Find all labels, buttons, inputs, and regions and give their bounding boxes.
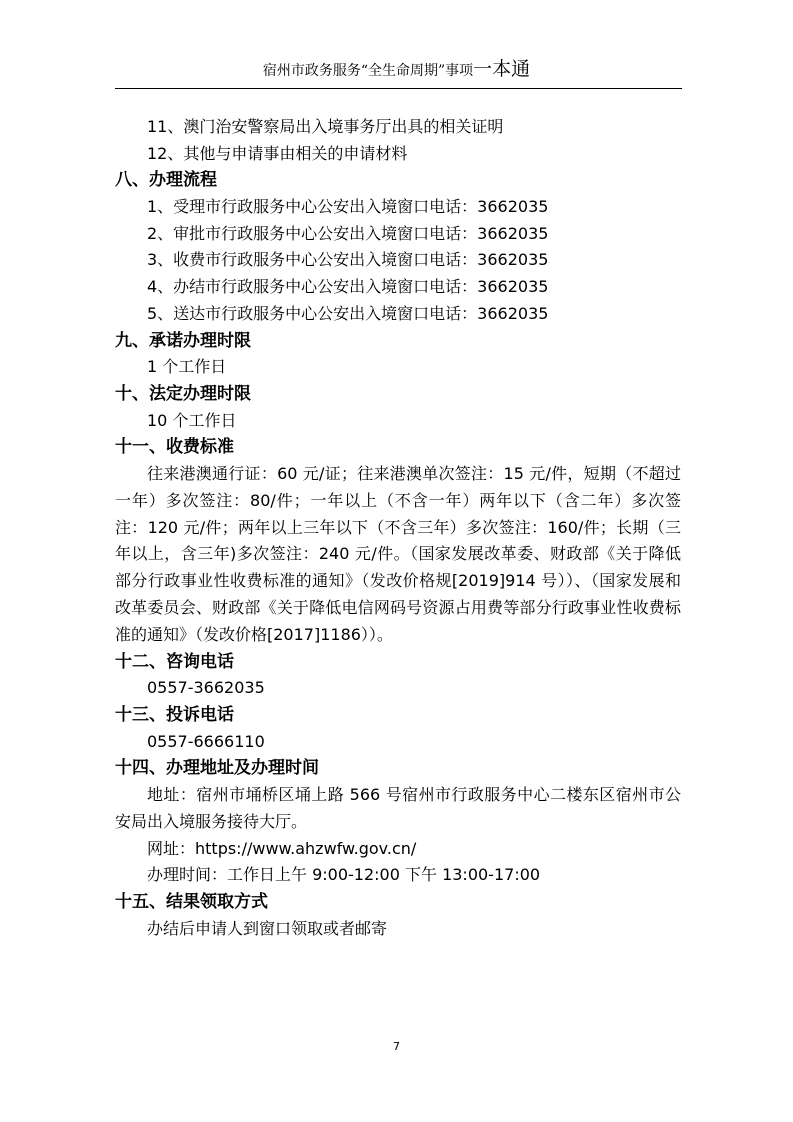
- section-heading-promise: 九、承诺办理时限: [115, 330, 251, 351]
- complaint-phone: 0557-6666110: [147, 731, 265, 751]
- consult-phone: 0557-3662035: [147, 678, 265, 698]
- header-title-suffix: 一本通: [473, 58, 531, 80]
- document-body: [115, 114, 685, 942]
- legal-value: 10 个工作日: [147, 410, 237, 430]
- process-step: 4、办结市行政服务中心公安出入境窗口电话：3662035: [147, 277, 549, 297]
- address-paragraph: 地址：宿州市埇桥区埇上路 566 号宿州市行政服务中心二楼东区宿州市公安局出入境服务接待大厅。: [115, 784, 681, 831]
- page-header: [0, 60, 793, 80]
- section-heading-legal: 十、法定办理时限: [115, 383, 251, 404]
- process-step: 3、收费市行政服务中心公安出入境窗口电话：3662035: [147, 250, 549, 270]
- section-heading-address: 十四、办理地址及办理时间: [115, 758, 319, 779]
- material-item: 11、澳门治安警察局出入境事务厅出具的相关证明: [147, 117, 504, 136]
- section-heading-result: 十五、结果领取方式: [115, 891, 268, 912]
- section-heading-fees: 十一、收费标准: [115, 437, 234, 458]
- process-step: 5、送达市行政服务中心公安出入境窗口电话：3662035: [147, 303, 549, 323]
- section-heading-process: 八、办理流程: [115, 170, 217, 191]
- result-value: 办结后申请人到窗口领取或者邮寄: [147, 918, 388, 938]
- promise-value: 1 个工作日: [147, 357, 227, 377]
- header-rule: [115, 88, 682, 89]
- page-number: 7: [393, 1040, 400, 1053]
- section-heading-consult: 十二、咨询电话: [115, 651, 234, 672]
- header-title: 宿州市政务服务“全生命周期”事项: [262, 63, 474, 79]
- material-item: 12、其他与申请事由相关的申请材料: [147, 143, 408, 163]
- website-line: 网址：https://www.ahzwfw.gov.cn/: [147, 838, 417, 858]
- process-step: 2、审批市行政服务中心公安出入境窗口电话：3662035: [147, 223, 549, 243]
- hours-line: 办理时间：工作日上午 9:00-12:00 下午 13:00-17:00: [147, 865, 541, 885]
- section-heading-complaint: 十三、投诉电话: [115, 704, 234, 725]
- fees-paragraph: 往来港澳通行证：60 元/证；往来港澳单次签注：15 元/件，短期（不超过一年）多次签注：80/件；一年以上（不含一年）两年以下（含二年）多次签注：120 元/件；两年以上三年以下（不含三年）多次签注：160/件；长期（三年以上，含三年)多次签注：240 元/件。（国家发展改革委、财政部《关于降低部分行政事业性收费标准的通知》（发改价格规[2019]914 号））、（国家发展和改革委员会、财政部《关于降低电信网码号资源占用费等部分行政事业性收费标准的通知》（发改价格[2017]1186））。: [115, 463, 681, 644]
- process-step: 1、受理市行政服务中心公安出入境窗口电话：3662035: [147, 197, 549, 217]
